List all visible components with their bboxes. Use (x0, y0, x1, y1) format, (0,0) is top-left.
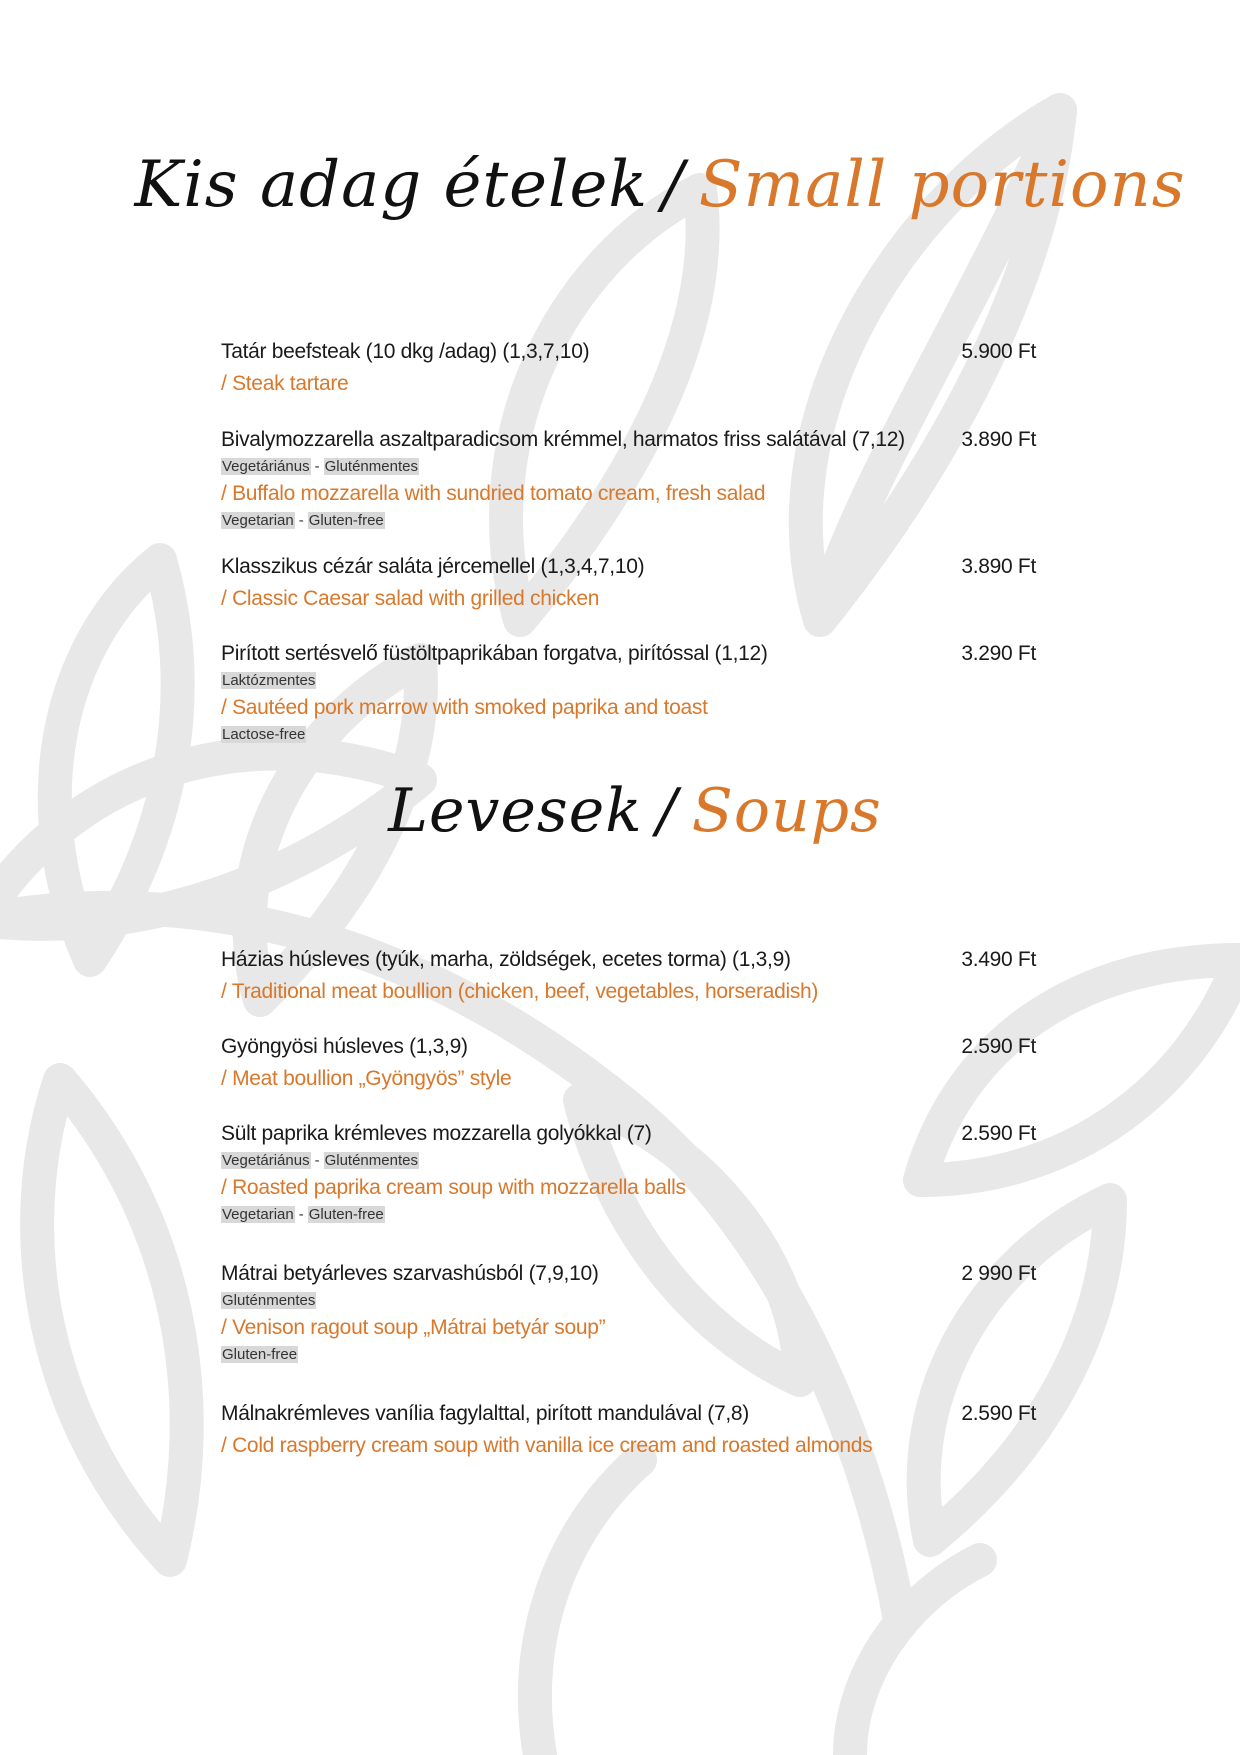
section-title-hu: Levesek (388, 776, 643, 846)
menu-item (221, 1118, 1036, 1226)
menu-item (221, 1398, 1036, 1462)
menu-item (221, 336, 1036, 400)
tag-separator: - (298, 512, 304, 529)
dietary-tag: Gluten-free (308, 512, 384, 529)
dietary-tags-en (221, 1344, 1036, 1366)
menu-item (221, 944, 1036, 1008)
menu-item-translation: / Steak tartare (221, 372, 349, 395)
menu-item-translation: / Buffalo mozzarella with sundried tomato cream, fresh salad (221, 482, 766, 505)
menu-item-translation: / Cold raspberry cream soup with vanilla ice cream and roasted almonds (221, 1434, 873, 1457)
menu-item-price: 2.590 Ft (961, 1122, 1036, 1145)
menu-item-name: Tatár beefsteak (10 dkg /adag) (1,3,7,10) (221, 340, 590, 363)
menu-item-price: 2.590 Ft (961, 1402, 1036, 1425)
section-title-small-portions (0, 148, 1240, 222)
section-title-soups (0, 776, 1240, 846)
menu-item (221, 424, 1036, 532)
menu-item-name: Klasszikus cézár saláta jércemellel (1,3,4,7,10) (221, 555, 645, 578)
menu-item-translation: / Venison ragout soup „Mátrai betyár soup” (221, 1316, 606, 1339)
menu-item-price: 3.890 Ft (961, 428, 1036, 451)
dietary-tag: Gluténmentes (324, 1152, 418, 1169)
menu-item-name: Málnakrémleves vanília fagylalttal, pirított mandulával (7,8) (221, 1402, 749, 1425)
menu-item-price: 3.890 Ft (961, 555, 1036, 578)
dietary-tag: Gluténmentes (324, 458, 418, 475)
tag-separator: - (314, 1152, 320, 1169)
dietary-tag: Laktózmentes (222, 672, 316, 689)
menu-item (221, 551, 1036, 615)
menu-item-name: Gyöngyösi húsleves (1,3,9) (221, 1035, 468, 1058)
dietary-tags-hu (221, 456, 1036, 478)
dietary-tag: Vegetarian (222, 512, 294, 529)
tag-separator: - (314, 458, 320, 475)
dietary-tag: Gluténmentes (222, 1292, 316, 1309)
tag-separator: - (298, 1206, 304, 1223)
menu-item-price: 3.290 Ft (961, 642, 1036, 665)
dietary-tags-hu (221, 670, 1036, 692)
dietary-tags-hu (221, 1290, 1036, 1312)
menu-item-price: 3.490 Ft (961, 948, 1036, 971)
menu-item (221, 1258, 1036, 1366)
dietary-tags-en (221, 1204, 1036, 1226)
menu-item-translation: / Sautéed pork marrow with smoked paprika and toast (221, 696, 708, 719)
menu-item-name: Házias húsleves (tyúk, marha, zöldségek, ecetes torma) (1,3,9) (221, 948, 791, 971)
dietary-tags-en (221, 724, 1036, 746)
menu-item-translation: / Meat boullion „Gyöngyös” style (221, 1067, 512, 1090)
menu-item-translation: / Traditional meat boullion (chicken, beef, vegetables, horseradish) (221, 980, 819, 1003)
menu-item (221, 1031, 1036, 1095)
dietary-tag: Gluten-free (308, 1206, 384, 1223)
menu-item-name: Pirított sertésvelő füstöltpaprikában forgatva, pirítóssal (1,12) (221, 642, 768, 665)
menu-item-translation: / Classic Caesar salad with grilled chicken (221, 587, 600, 610)
menu-item-translation: / Roasted paprika cream soup with mozzarella balls (221, 1176, 686, 1199)
section-title-hu: Kis adag ételek (134, 148, 649, 222)
menu-item-name: Mátrai betyárleves szarvashúsból (7,9,10) (221, 1262, 599, 1285)
dietary-tag: Vegetáriánus (222, 1152, 310, 1169)
section-title-en: Small portions (698, 148, 1186, 222)
section-title-separator: / (662, 148, 685, 222)
menu-item-name: Bivalymozzarella aszaltparadicsom krémmel, harmatos friss salátával (7,12) (221, 428, 905, 451)
section-title-separator: / (656, 776, 678, 846)
menu-item-name: Sült paprika krémleves mozzarella golyókkal (7) (221, 1122, 652, 1145)
dietary-tags-hu (221, 1150, 1036, 1172)
menu-item-price: 5.900 Ft (961, 340, 1036, 363)
menu-item-price: 2 990 Ft (961, 1262, 1036, 1285)
dietary-tag: Vegetáriánus (222, 458, 310, 475)
menu-item (221, 638, 1036, 746)
menu-item-price: 2.590 Ft (961, 1035, 1036, 1058)
dietary-tags-en (221, 510, 1036, 532)
dietary-tag: Gluten-free (222, 1346, 298, 1363)
dietary-tag: Vegetarian (222, 1206, 294, 1223)
section-title-en: Soups (691, 776, 882, 846)
dietary-tag: Lactose-free (222, 726, 306, 743)
